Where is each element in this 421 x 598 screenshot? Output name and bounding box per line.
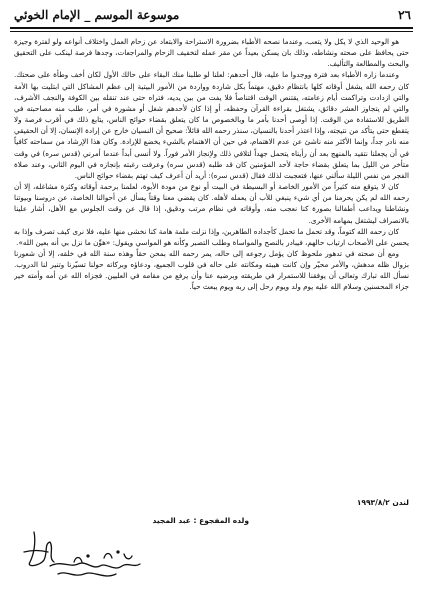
running-title: موسوعة الموسم _ الإمام الخوئي <box>14 8 180 22</box>
paragraph: كان لا يتوقع منه كثيراً من الأمور الخاصة أو البسيطة في البيت أو نوع من مودة الأبوة، لعلمنا برحمة أوقاته وكثرة مشاغله، إلا أن رحمه الله لم يكن يحرمنا من أي شيء ينبغي للأب أن يعمله لأهله. كان يقضي معنا وقتاً يسأل عن أحوالنا الخاصة، عن دروسنا وبيوتنا ونشاطنا ويداعب أطفالنا بصورة كنا نعجب منه، وأوقاته في نظام مرتب ودقيق، إذا قال عن وقت الجلوس مع الأهل، أشار علينا بالانصراف ليشتغل بمهامه الأخرى. <box>14 182 409 225</box>
running-header <box>14 4 411 26</box>
signoff-block <box>14 468 409 525</box>
handwritten-signature <box>14 522 144 592</box>
signer-label: ولده المفجوع : عبد المجيد <box>152 516 249 525</box>
paragraph: ومع أن صحته في تدهور ملحوظ كان يؤمل رجوعه إلى حاله، يمر رحمه الله بمحن حقاً وهذه سنة الله في خلقه، إلا أن شعورنا بزوال ظله مدهش، والأمر محيّر وإن كانت هيبته ومكانته على حاله في قلوب الجميع، ودعاؤه وبركاته حولنا تسيّرنا وتنير لنا الدروب. نسأل الله تبارك وتعالى أن يوفقنا للاستمرار في طريقته وبرضيه عنا وأن يرفع من مقامه في العليين. فجزاه الله عن أمه وأمته خير جزاء المحسنين وسلام الله عليه يوم ولد ويوم رحل إلى ربه ويوم يبعث حياً. <box>14 248 409 292</box>
paragraph: كان رحمه الله كتوماً، وقد تحمل ما تحمل كأجداده الطاهرين، وإذا نزلت ملمة هامة كنا نخشى منها عليه، فلا نرى كيف تصرف وإذا به يحسن على الأصحاب ارتياب حالهم، فيبادر بالنصح والمواساة وطلب التصبر وكأنه هو المواسي ويقول: «هوِّن ما نزل بي أنه بعين الله». <box>14 226 409 247</box>
page-number: ٢٦ <box>398 8 411 22</box>
paragraph: هو الوحيد الذي لا يكل ولا يتعب، وعندما نصحه الأطباء بضرورة الاستراحة والابتعاد عن زحام العمل واختلاف أنواعه ولو لفترة وجيزة حتى يحافظ على صحته ونشاطه، وذلك بان يسكن بعيداً عن مقر عمله لتخفيف الزحام والمراجعات، وجدها فرصة لينكب على التحقيق والبحث والمطالعة والتأليف. <box>14 37 409 69</box>
place-date: لندن ١٩٩٣/٨/٢ <box>356 498 409 507</box>
paragraph: وعندما زاره الأطباء بعد فترة ووجدوا ما عليه، قال أحدهم: لعلنا لو طلبنا منك البقاء على حالك الأول لكان أخف وطأة على صحتك. كان رحمه الله يشغل أوقاته كلها بانتظام دقيق، مهتماً بكل شاردة وواردة من الأمور البيتية إلى عظم المشاكل التي ابتليت بها الأمة والتي ازدادت وتراكمت أيام زعامته، يقتنص الوقت اقتناصاً فلا يفت من بين يديه، فتراه حتى عند تنقله بين الكوفة والنجف الأشرف، والتي لم يتجاوز العشر دقائق، يشتغل بقراءة القرآن وحفظه، أو إذا كان لأحدهم شغل أو مشورة في أمر، طلب منه مصاحبته في الطريق للاستفادة من الوقت. إذا أوصى أحدنا بأمر ما وبالخصوص ما كان يتعلق بقضاء حوائج الناس، يتابع ذلك في أقرب فرصة ولا يتقطع حتى يتأكد من نتيجته، وإذا اعتذر أحدنا بالنسيان، سنذر رحمه الله قائلاً: صحيح أن النسيان خارج عن إرادة الإنسان، إلا أن الحقيقي منه نادر جداً، وإنما الأكثر منه ناشئ عن عدم الاهتمام، في حين أن الاهتمام بالشيء يخضع للإرادة. وكان هذا الإرشاد من سماحته كافياً في أن يجعلنا نتقيد بالمنهج بعد أن رأيناه يتحمل جهداً لتلافي ذلك ولإنجاز الأمر فوراً. ولا أنسى أبداً عندما أمرني (قدس سره) في وقت متأخر من الليل بما يتعلق بقضاء حاجة لأحد المؤمنين كان قد طلبه (قدس سره) وعرفت رغبته بإنجازه في اليوم الثاني، وعند صلاة الفجر من نفس الليلة سألني عنها، فتعجبت لذلك فقال (قدس سره): أريد أن أعرف كيف تهتم بقضاء حوائج الناس. <box>14 70 409 180</box>
body-text <box>14 36 409 468</box>
header-rule <box>10 27 413 32</box>
